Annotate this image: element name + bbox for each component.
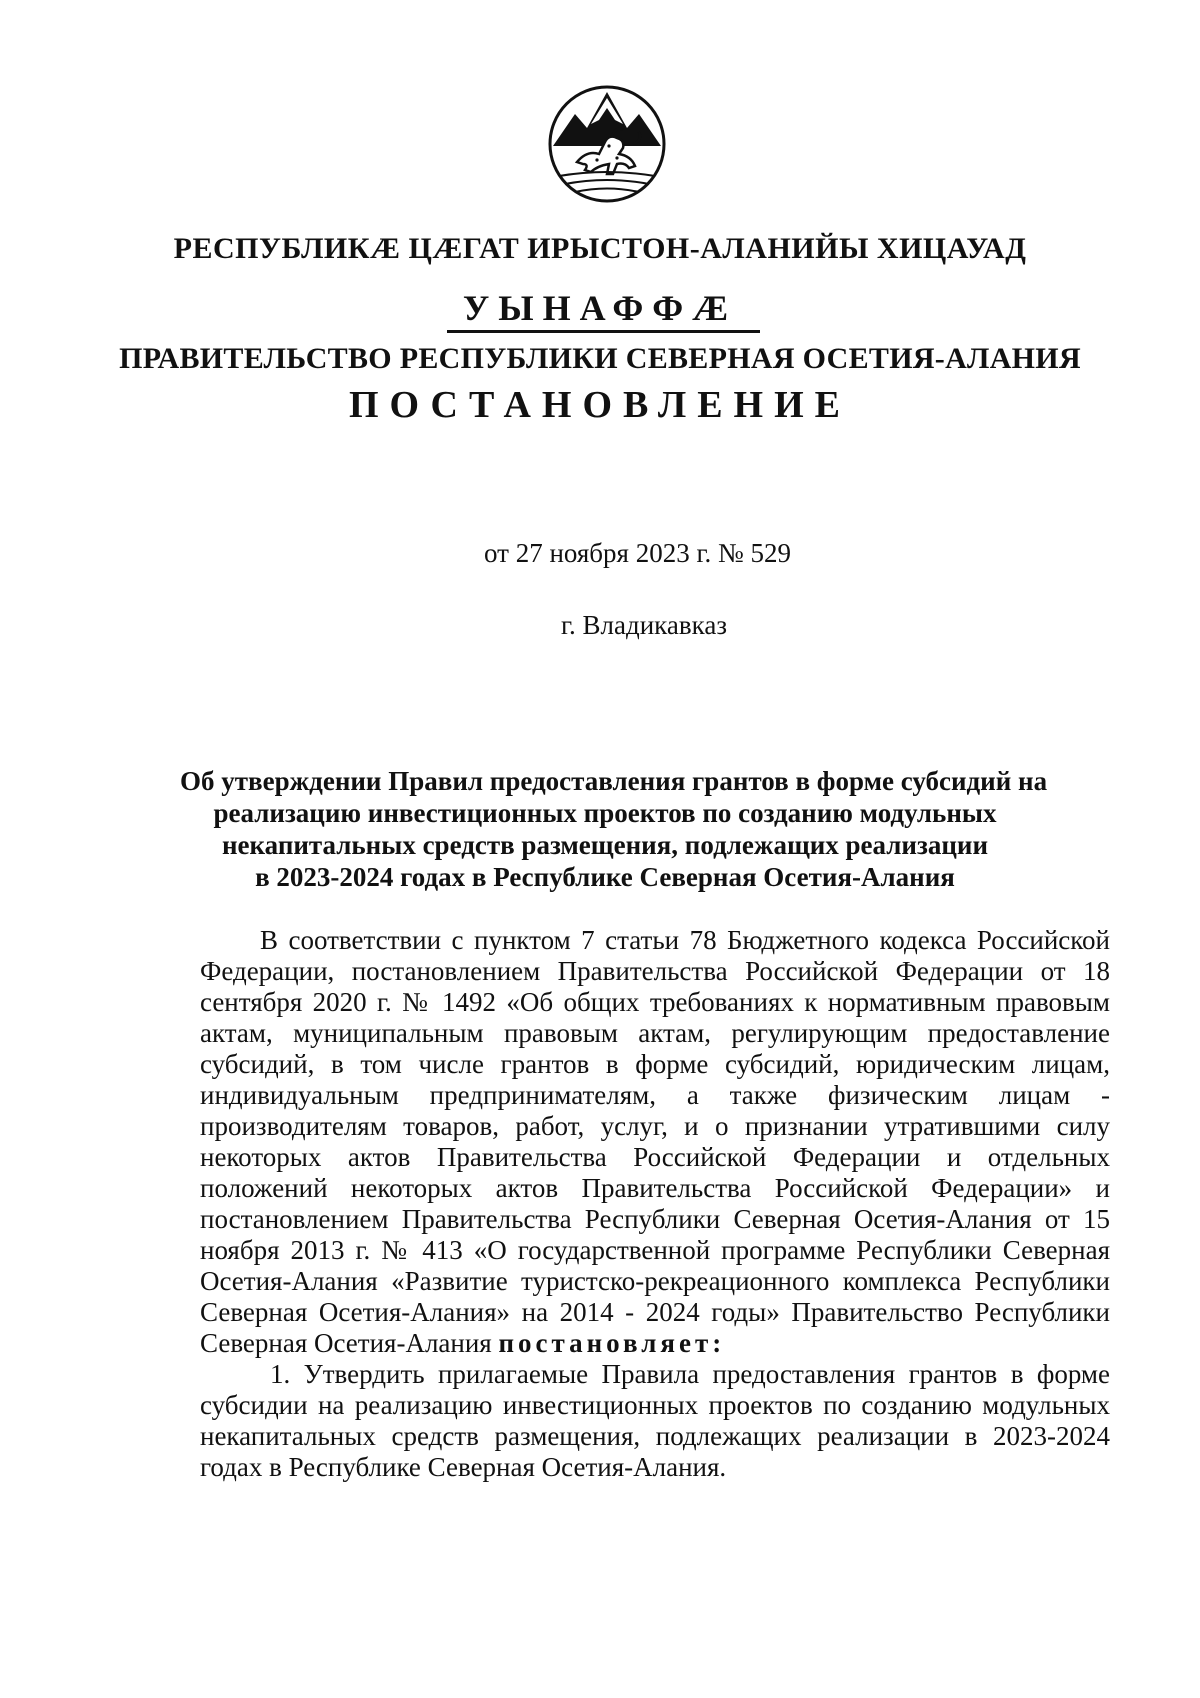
russian-government-name: ПРАВИТЕЛЬСТВО РЕСПУБЛИКИ СЕВЕРНАЯ ОСЕТИЯ-АЛАНИЯ [119, 342, 1081, 375]
document-subject [180, 765, 1048, 893]
russian-document-type: ПОСТАНОВЛЕНИЕ [348, 384, 852, 426]
document-city: г. Владикавказ [561, 610, 727, 640]
preamble-paragraph [200, 925, 1110, 1359]
ossetian-document-type: УЫНАФФÆ [462, 288, 738, 328]
coat-of-arms-icon [547, 84, 667, 204]
ossetian-government-name: РЕСПУБЛИКÆ ЦÆГАТ ИРЫСТОН-АЛАНИЙЫ ХИЦАУАД [173, 232, 1027, 265]
document-date-number: от 27 ноября 2023 г. № 529 [484, 538, 791, 568]
resolves-keyword: постановляет: [498, 1328, 726, 1358]
subject-line: некапитальных средств размещения, подлежащих реализации [221, 830, 989, 860]
document-body [200, 925, 1110, 1483]
item-1-paragraph: 1. Утвердить прилагаемые Правила предоставления грантов в форме субсидии на реализацию инвестиционных проектов по созданию модульных некапитальных средств размещения, подлежащих реализации в 2023-2024 годах в Республике Северная Осетия-Алания. [200, 1359, 1110, 1482]
preamble-text: В соответствии с пунктом 7 статьи 78 Бюджетного кодекса Российской Федерации, постановлением Правительства Российской Федерации от 18 сентября 2020 г. № 1492 «Об общих требованиях к нормативным правовым актам, муниципальным правовым актам, регулирующим предоставление субсидий, в том числе грантов в форме субсидий, юридическим лицам, индивидуальным предпринимателям, а также физическим лицам - производителям товаров, работ, услуг, и о признании утратившими силу некоторых актов Правительства Российской Федерации и отдельных положений некоторых актов Правительства Российской Федерации» и постановлением Правительства Республики Северная Осетия-Алания от 15 ноября 2013 г. № 413 «О государственной программе Республики Северная Осетия-Алания «Развитие туристско-рекреационного комплекса Республики Северная Осетия-Алания» на 2014 - 2024 годы» Правительство Республики Северная Осетия-Алания [200, 925, 1110, 1358]
subject-line: Об утверждении Правил предоставления грантов в форме субсидий на [180, 766, 1048, 796]
subject-line: реализацию инвестиционных проектов по созданию модульных [213, 798, 997, 828]
header-divider [447, 330, 760, 333]
subject-line: в 2023-2024 годах в Республике Северная Осетия-Алания [255, 862, 955, 892]
